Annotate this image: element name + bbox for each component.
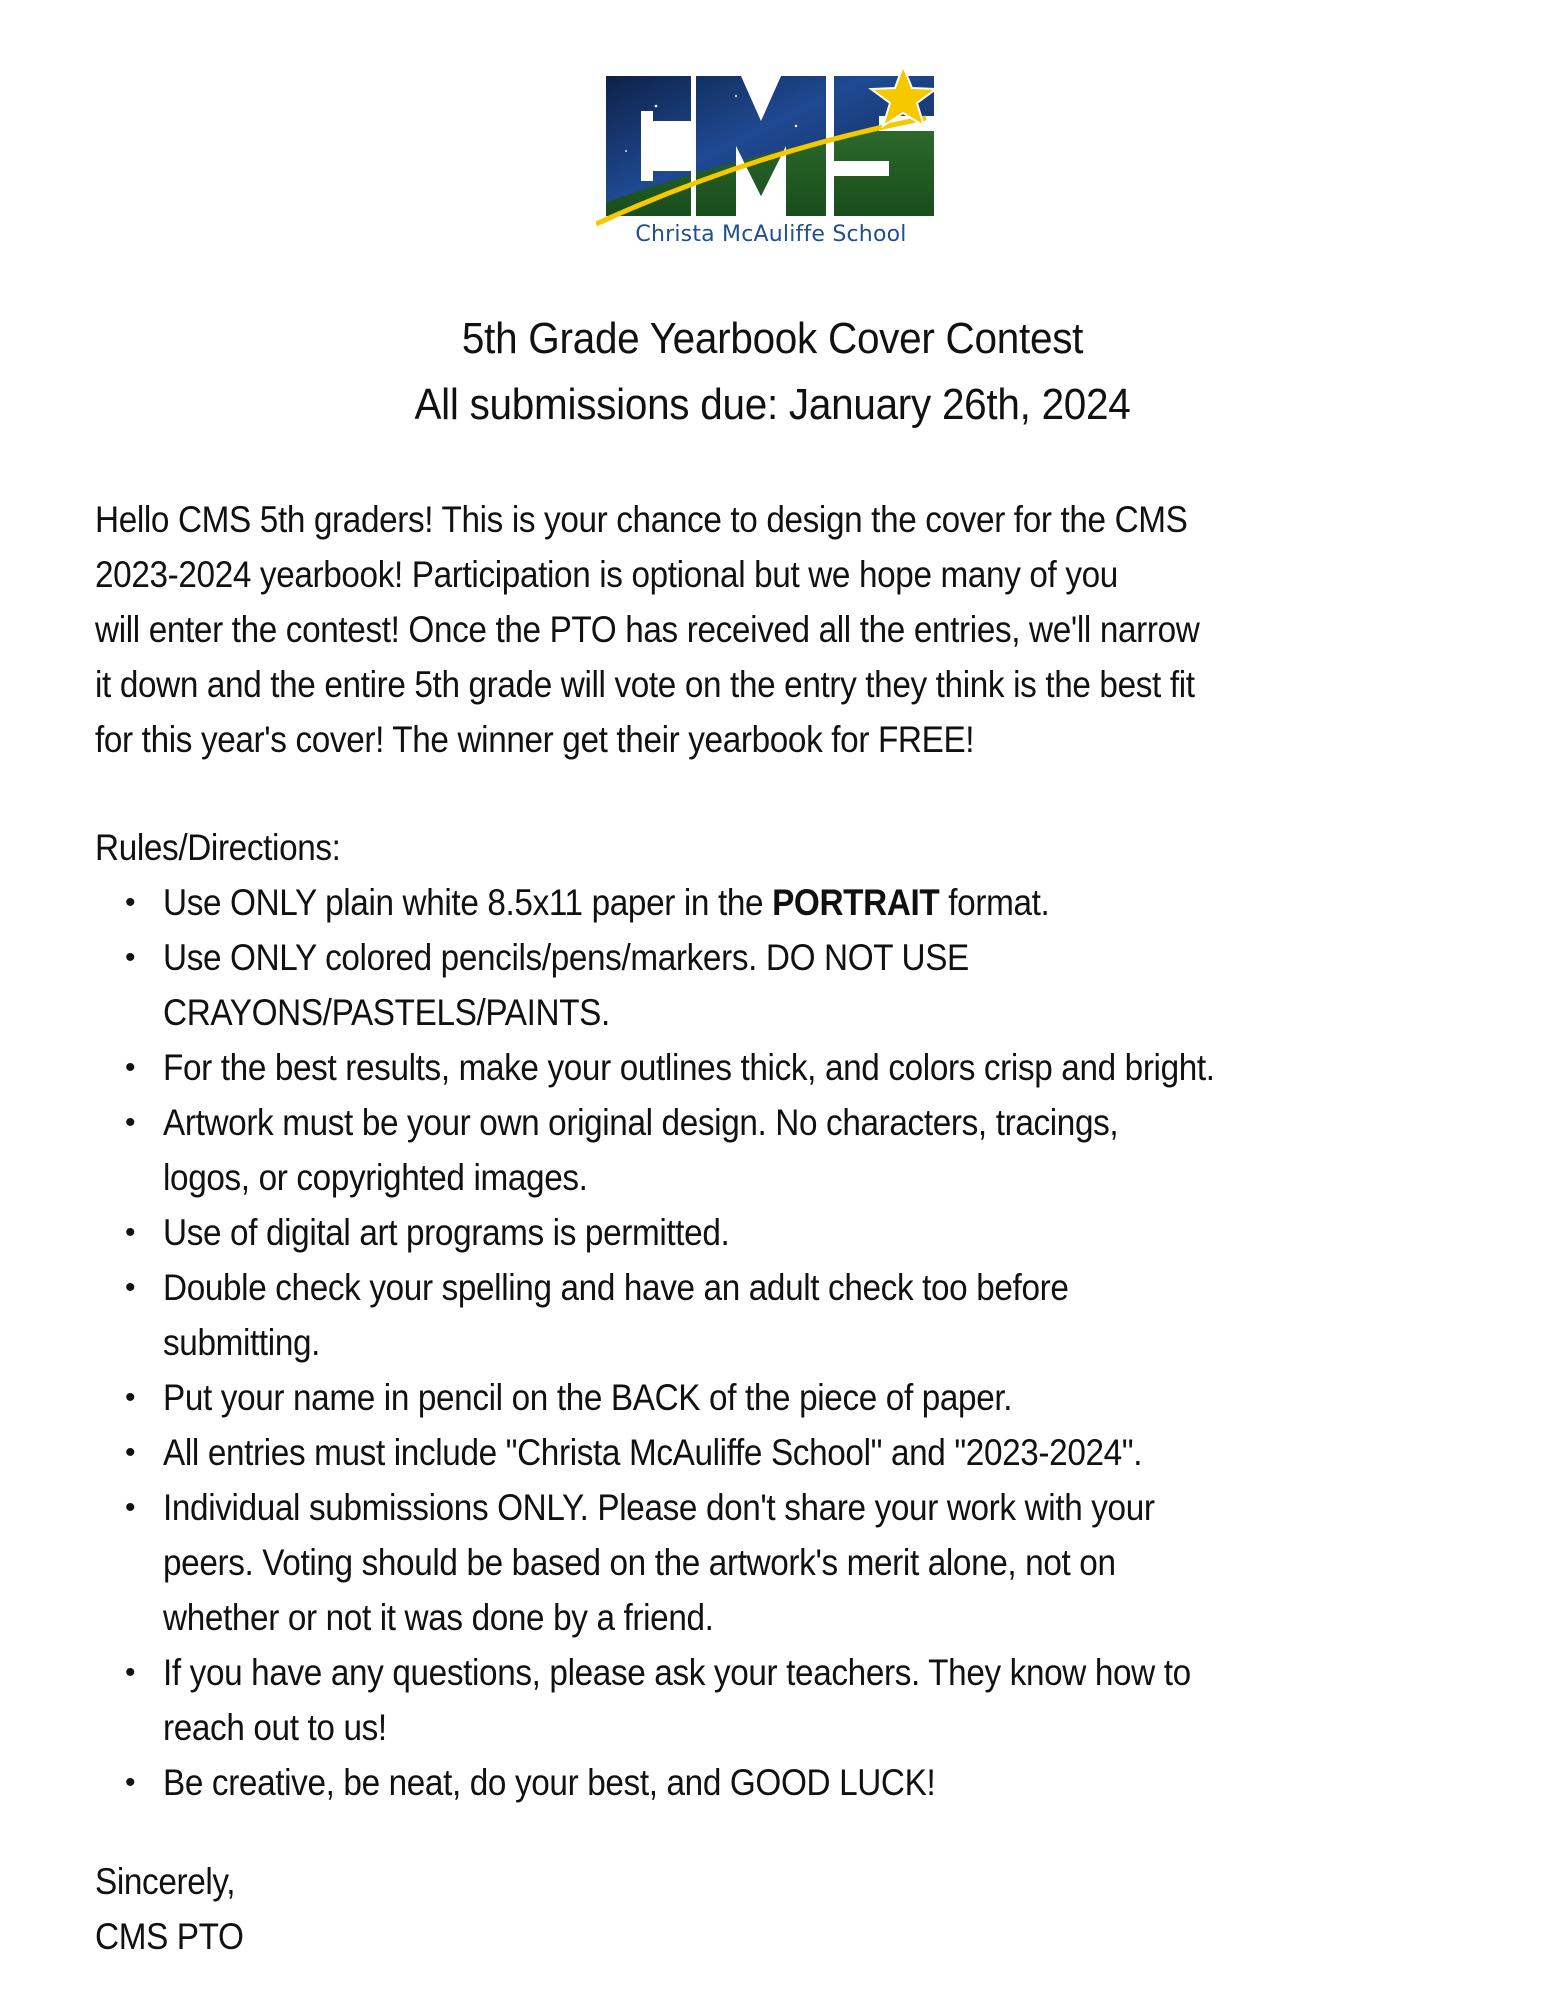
rule-item: • Artwork must be your own original design. No characters, tracings, logos, or copyrighted images. [95, 1095, 1495, 1205]
salutation: Sincerely, [95, 1861, 236, 1902]
rules-heading: Rules/Directions: [95, 827, 341, 868]
cms-logo-icon [596, 56, 946, 226]
rule-item: • Use ONLY plain white 8.5x11 paper in the PORTRAIT format. [95, 875, 1495, 930]
due-date-line: All submissions due: January 26th, 2024 [414, 380, 1131, 429]
closing-block [95, 1854, 1485, 1964]
rule-item: • Individual submissions ONLY. Please don't share your work with your peers. Voting should be based on the artwork's merit alone, not on whether or not it was done by a friend. [95, 1480, 1495, 1645]
intro-line: for this year's cover! The winner get their yearbook for FREE! [95, 719, 975, 760]
intro-line: Hello CMS 5th graders! This is your chance to design the cover for the CMS [95, 499, 1188, 540]
rule-item: • Double check your spelling and have an adult check too before submitting. [95, 1260, 1495, 1370]
rules-list [95, 875, 1495, 1810]
rule-item: • If you have any questions, please ask your teachers. They know how to reach out to us! [95, 1645, 1495, 1755]
intro-line: will enter the contest! Once the PTO has received all the entries, we'll narrow [95, 609, 1200, 650]
rule-item: • Use of digital art programs is permitted. [95, 1205, 1495, 1260]
school-logo [596, 56, 946, 252]
logo-caption: Christa McAuliffe School [635, 222, 907, 247]
intro-line: it down and the entire 5th grade will vote on the entry they think is the best fit [95, 664, 1195, 705]
rule-item: • For the best results, make your outlines thick, and colors crisp and bright. [95, 1040, 1495, 1095]
signature: CMS PTO [95, 1916, 244, 1957]
rule-item: • All entries must include "Christa McAuliffe School" and "2023-2024". [95, 1425, 1495, 1480]
intro-line: 2023-2024 yearbook! Participation is optional but we hope many of you [95, 554, 1118, 595]
rule-item: • Use ONLY colored pencils/pens/markers. DO NOT USE CRAYONS/PASTELS/PAINTS. [95, 930, 1495, 1040]
emphasis-portrait: PORTRAIT [772, 882, 940, 923]
contest-title: 5th Grade Yearbook Cover Contest [461, 314, 1084, 363]
rule-item: • Put your name in pencil on the BACK of the piece of paper. [95, 1370, 1495, 1425]
rule-item: • Be creative, be neat, do your best, and GOOD LUCK! [95, 1755, 1495, 1810]
page-title [0, 306, 1545, 438]
intro-paragraph [95, 492, 1485, 767]
